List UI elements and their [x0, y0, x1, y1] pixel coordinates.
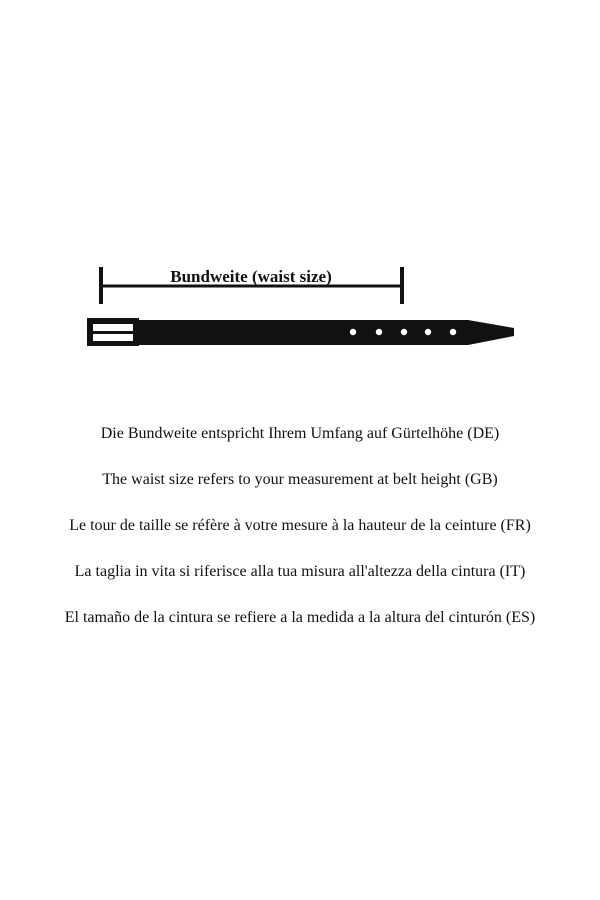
waist-size-label: Bundweite (waist size)	[170, 267, 332, 286]
belt-hole	[450, 329, 456, 335]
waist-size-bracket	[101, 267, 402, 304]
caption-de: Die Bundweite entspricht Ihrem Umfang auf Gürtelhöhe (DE)	[100, 425, 500, 442]
belt-hole	[376, 329, 382, 335]
caption-gb: The waist size refers to your measurement at belt height (GB)	[102, 471, 498, 488]
belt-buckle-outer	[87, 318, 139, 346]
belt-hole	[350, 329, 356, 335]
belt-buckle-opening	[93, 334, 133, 341]
belt-buckle-opening	[93, 324, 133, 331]
caption-it: La taglia in vita si riferisce alla tua misura all'altezza della cintura (IT)	[74, 563, 526, 580]
belt-hole	[425, 329, 431, 335]
belt-illustration	[87, 318, 514, 346]
caption-list	[0, 424, 600, 654]
caption-fr: Le tour de taille se réfère à votre mesure à la hauteur de la ceinture (FR)	[69, 517, 531, 534]
belt-hole	[401, 329, 407, 335]
belt-strap	[139, 320, 514, 345]
caption-es: El tamaño de la cintura se refiere a la medida a la altura del cinturón (ES)	[64, 609, 536, 626]
